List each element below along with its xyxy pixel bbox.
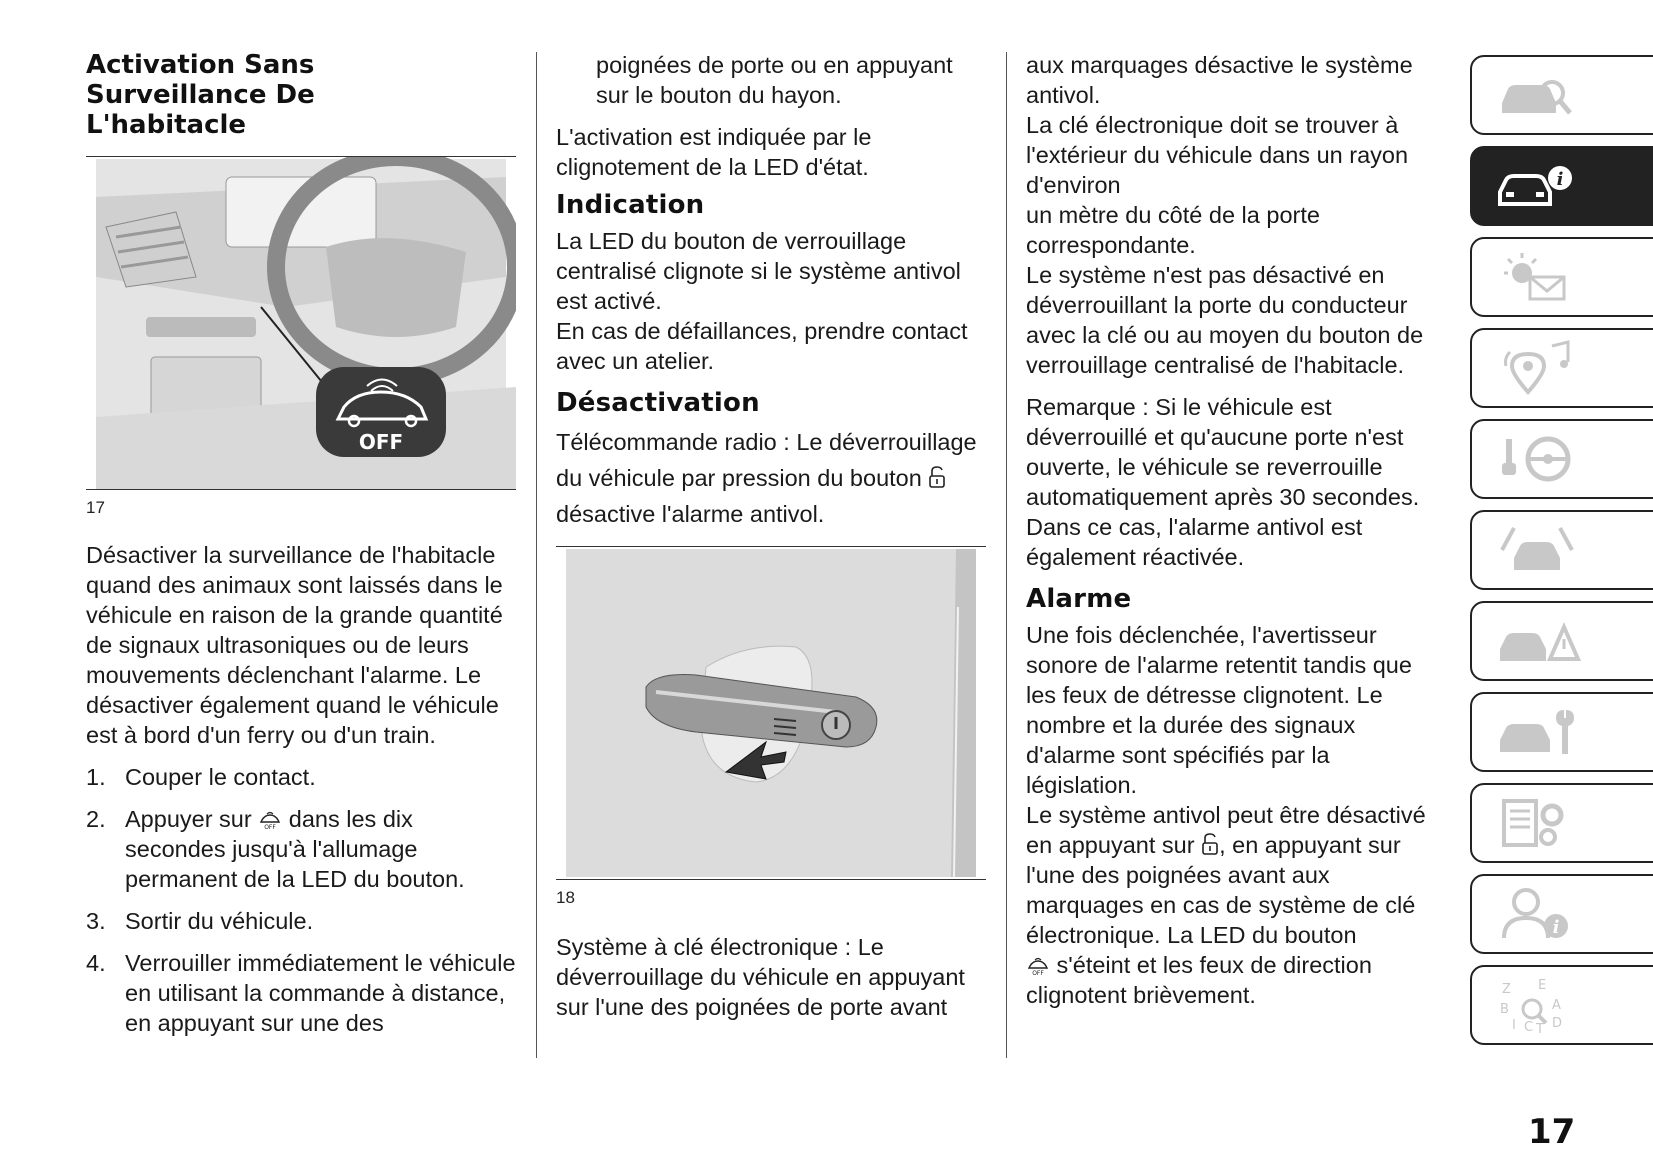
column-1 (86, 50, 516, 1050)
tab-warning-lights[interactable] (1470, 237, 1653, 317)
svg-text:OFF: OFF (1032, 970, 1044, 976)
svg-text:E: E (1538, 978, 1547, 993)
column-divider-right (1006, 52, 1007, 1058)
heading-desactivation: Désactivation (556, 388, 760, 418)
continued-paragraph-1: aux marquages désactive le système antivol. (1026, 52, 1413, 108)
alarm-off-icon (258, 810, 282, 830)
tab-person-info[interactable] (1470, 874, 1653, 954)
svg-text:C: C (1524, 1020, 1534, 1035)
section-title: Activation Sans Surveillance De L'habitacle (86, 50, 315, 140)
indication-paragraph-2: En cas de défaillances, prendre contact avec un atelier. (556, 318, 968, 374)
heading-indication: Indication (556, 190, 705, 220)
column-2 (556, 50, 986, 1022)
list-item: 2. Appuyer sur OFF dans les dix secondes jusqu'à l'allumage permanent de la LED du bouton. (86, 806, 465, 892)
svg-text:A: A (1552, 998, 1561, 1013)
tab-steering[interactable] (1470, 419, 1653, 499)
figure-label: 18 (556, 888, 575, 907)
figure-17 (86, 156, 516, 490)
remark-paragraph: Remarque : Si le véhicule est déverrouillé et qu'aucune porte n'est ouverte, le véhicule se reverrouille automatiquement après 30 secondes. Dans ce cas, l'alarme antivol est également réactivée. (1026, 394, 1420, 570)
dashboard-illustration (86, 157, 516, 489)
technical-data-icon (1492, 793, 1592, 853)
svg-text:Z: Z (1502, 982, 1511, 997)
column-divider-left (536, 52, 537, 1058)
alarme-paragraph-2: Le système antivol peut être désactivé en appuyant sur , en appuyant sur l'une des poignées avant aux marquages en cas de système de clé électronique. La LED du bouton (1026, 802, 1426, 948)
person-info-icon (1492, 884, 1592, 944)
continued-paragraph-4: Le système n'est pas désactivé en déverrouillant la porte du conducteur avec la clé ou au moyen du bouton de verrouillage centralisé de l'habitacle. (1026, 262, 1424, 378)
heading-alarme: Alarme (1026, 584, 1132, 614)
column-3 (1026, 50, 1446, 1010)
steps-list (86, 762, 516, 1038)
tab-driving[interactable] (1470, 510, 1653, 590)
tab-technical-data[interactable] (1470, 783, 1653, 863)
car-emergency-icon (1492, 611, 1592, 671)
car-info-icon (1492, 156, 1592, 216)
tab-media-navigation[interactable] (1470, 328, 1653, 408)
driving-assist-icon (1492, 520, 1592, 580)
tab-car-info[interactable] (1470, 146, 1653, 226)
svg-text:T: T (1536, 1022, 1544, 1035)
tab-index[interactable] (1470, 965, 1653, 1045)
tab-maintenance[interactable] (1470, 692, 1653, 772)
continued-paragraph-2: La clé électronique doit se trouver à l'extérieur du véhicule dans un rayon d'environ (1026, 112, 1409, 198)
tab-car-search[interactable] (1470, 55, 1653, 135)
alphabetical-index-icon (1492, 975, 1592, 1035)
warning-light-message-icon (1492, 247, 1592, 307)
page-number: 17 (1528, 1112, 1576, 1152)
svg-text:OFF: OFF (264, 824, 277, 830)
indication-paragraph-1: La LED du bouton de verrouillage centralisé clignote si le système antivol est activé. (556, 228, 961, 314)
svg-text:i: i (1552, 917, 1560, 938)
figure-18 (556, 546, 986, 880)
alarm-off-icon (1026, 956, 1050, 976)
figure-label: 17 (86, 498, 105, 517)
unlock-icon (928, 465, 946, 489)
list-item: 3. Sortir du véhicule. (86, 908, 314, 934)
intro-paragraph: Désactiver la surveillance de l'habitacle quand des animaux sont laissés dans le véhicule en raison de la grande quantité de signaux ultrasoniques ou de leurs mouvements déclenchant l'alarme. Le désactiver également quand le véhicule est à bord d'un ferry ou d'un train. (86, 542, 503, 748)
tab-emergency[interactable] (1470, 601, 1653, 681)
door-handle-illustration (556, 547, 986, 879)
svg-text:i: i (1556, 169, 1564, 190)
svg-text:I: I (1512, 1018, 1516, 1033)
alarme-paragraph-3: OFF s'éteint et les feux de direction clignotent brièvement. (1026, 952, 1372, 1008)
car-search-icon (1492, 65, 1592, 125)
alarme-paragraph-1: Une fois déclenchée, l'avertisseur sonore de l'alarme retentit tandis que les feux de détresse clignotent. Le nombre et la durée des signaux d'alarme sont spécifiés par la législation. (1026, 622, 1412, 798)
activation-paragraph: L'activation est indiquée par le clignotement de la LED d'état. (556, 124, 872, 180)
steering-wheel-icon (1492, 429, 1592, 489)
continued-step-text: poignées de porte ou en appuyant sur le bouton du hayon. (596, 52, 953, 108)
keyless-paragraph: Système à clé électronique : Le déverrouillage du véhicule en appuyant sur l'une des poignées de porte avant (556, 934, 965, 1020)
list-item: 1. Couper le contact. (86, 764, 316, 790)
list-item: 4. Verrouiller immédiatement le véhicule en utilisant la commande à distance, en appuyant sur une des (86, 950, 516, 1036)
off-badge-label: OFF (358, 430, 404, 454)
media-navigation-icon (1492, 338, 1592, 398)
unlock-icon (1201, 832, 1219, 856)
svg-text:B: B (1500, 1002, 1509, 1017)
svg-text:D: D (1552, 1016, 1563, 1031)
desactivation-paragraph: Télécommande radio : Le déverrouillage du véhicule par pression du bouton désactive l'alarme antivol. (556, 429, 977, 527)
continued-paragraph-3: un mètre du côté de la porte correspondante. (1026, 202, 1320, 258)
car-maintenance-icon (1492, 702, 1592, 762)
